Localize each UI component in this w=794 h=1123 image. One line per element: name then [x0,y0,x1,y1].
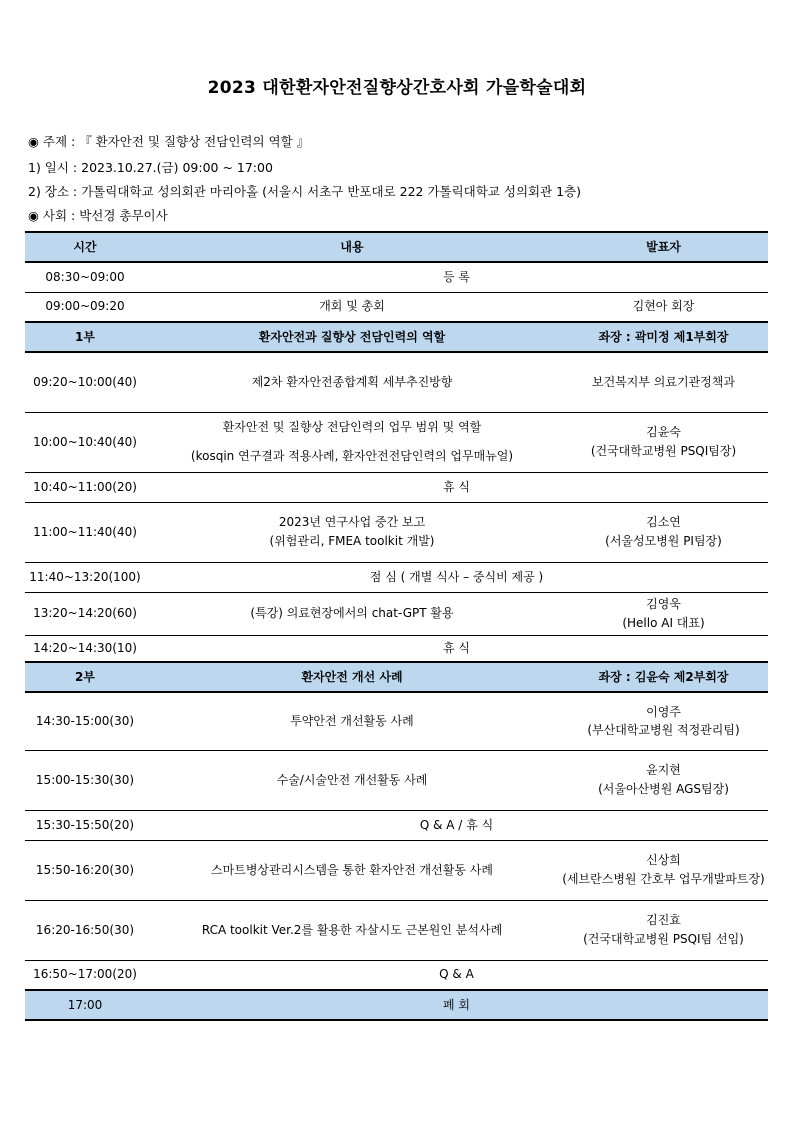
section-header-row [25,322,768,352]
table-row [25,960,768,990]
header-content: 내용 [145,232,559,262]
table-row [25,692,768,750]
table-row [25,562,768,592]
row-content-line2: (위험관리, FMEA toolkit 개발) [269,534,435,548]
header-speaker: 발표자 [559,232,768,262]
row-content: Q & A [145,960,768,990]
table-row [25,502,768,562]
date-line: 1) 일시 : 2023.10.27.(금) 09:00 ~ 17:00 [28,160,273,175]
place-line: 2) 장소 : 가톨릭대학교 성의회관 마리아홀 (서울시 서초구 반포대로 222 가톨릭대학교 성의회관 1층) [28,184,582,199]
table-row [25,750,768,810]
row-time: 10:00~10:40(40) [25,412,145,472]
row-speaker [559,750,768,810]
row-content: 개회 및 총회 [145,292,559,322]
row-content: 스마트병상관리시스템을 통한 환자안전 개선활동 사례 [145,840,559,900]
row-time: 15:50-16:20(30) [25,840,145,900]
section-header-row [25,662,768,692]
row-speaker [559,840,768,900]
row-content-line1: 2023년 연구사업 중간 보고 [278,515,426,530]
table-row [25,840,768,900]
section-title: 환자안전과 질향상 전담인력의 역할 [145,322,559,352]
table-row [25,810,768,840]
speaker-affiliation: (서울성모병원 PI팀장) [605,534,722,548]
row-content: 휴 식 [145,472,768,502]
row-content: (특강) 의료현장에서의 chat-GPT 활용 [145,592,559,635]
row-content: 폐 회 [145,990,768,1020]
row-content: 제2차 환자안전종합계획 세부추진방향 [145,352,559,412]
row-speaker [559,692,768,750]
schedule-table [25,231,768,1021]
section-title: 환자안전 개선 사례 [145,662,559,692]
speaker-name: 김윤숙 [646,425,681,440]
table-row [25,635,768,662]
page-title: 2023 대한환자안전질향상간호사회 가을학술대회 [207,78,587,98]
speaker-affiliation: (Hello AI 대표) [622,615,705,630]
row-speaker: 보건복지부 의료기관정책과 [559,352,768,412]
row-speaker: 김현아 회장 [559,292,768,322]
host-line: ◉ 사회 : 박선경 총무이사 [28,208,168,223]
row-time: 14:20~14:30(10) [25,635,145,662]
row-time: 10:40~11:00(20) [25,472,145,502]
speaker-name: 김진효 [646,913,681,928]
row-content [145,502,559,562]
speaker-name: 김소연 [646,515,681,530]
row-speaker [559,592,768,635]
row-content: 수술/시술안전 개선활동 사례 [145,750,559,810]
row-time: 08:30~09:00 [25,262,145,292]
row-content [145,412,559,472]
speaker-affiliation: (세브란스병원 간호부 업무개발파트장) [562,872,765,886]
speaker-name: 신상희 [646,853,681,868]
row-time: 15:30-15:50(20) [25,810,145,840]
section-chair: 좌장 : 김윤숙 제2부회장 [559,662,768,692]
speaker-name: 이영주 [646,704,681,719]
speaker-affiliation: (건국대학교병원 PSQI팀 선임) [583,932,744,946]
row-speaker [559,502,768,562]
row-time: 13:20~14:20(60) [25,592,145,635]
theme-line: ◉ 주제 : 『 환자안전 및 질향상 전담인력의 역할 』 [28,134,310,149]
table-row [25,292,768,322]
row-time: 11:00~11:40(40) [25,502,145,562]
row-speaker [559,412,768,472]
row-time: 15:00-15:30(30) [25,750,145,810]
row-content: 점 심 ( 개별 식사 – 중식비 제공 ) [145,562,768,592]
row-content-line1: 환자안전 및 질향상 전담인력의 업무 범위 및 역할 [222,420,482,435]
row-time: 16:20-16:50(30) [25,900,145,960]
section-label: 1부 [25,322,145,352]
row-time: 09:20~10:00(40) [25,352,145,412]
row-time: 17:00 [25,990,145,1020]
row-speaker [559,900,768,960]
closing-row [25,990,768,1020]
speaker-affiliation: (서울아산병원 AGS팀장) [598,782,729,796]
speaker-name: 김영욱 [646,596,681,611]
speaker-name: 윤지현 [646,763,681,778]
row-time: 11:40~13:20(100) [25,562,145,592]
row-content: 휴 식 [145,635,768,662]
speaker-affiliation: (건국대학교병원 PSQI팀장) [590,444,737,458]
row-time: 16:50~17:00(20) [25,960,145,990]
header-time: 시간 [25,232,145,262]
table-header-row [25,232,768,262]
row-time: 09:00~09:20 [25,292,145,322]
speaker-affiliation: (부산대학교병원 적정관리팀) [587,723,740,738]
table-row [25,592,768,635]
row-content: Q & A / 휴 식 [145,810,768,840]
table-row [25,900,768,960]
table-row [25,412,768,472]
row-content: 등 록 [145,262,768,292]
row-content: 투약안전 개선활동 사례 [145,692,559,750]
row-content-line2: (kosqin 연구결과 적용사례, 환자안전전담인력의 업무매뉴얼) [190,449,514,463]
section-chair: 좌장 : 곽미정 제1부회장 [559,322,768,352]
table-row [25,352,768,412]
row-content: RCA toolkit Ver.2를 활용한 자살시도 근본원인 분석사례 [145,900,559,960]
table-row [25,472,768,502]
section-label: 2부 [25,662,145,692]
row-time: 14:30-15:00(30) [25,692,145,750]
table-row [25,262,768,292]
